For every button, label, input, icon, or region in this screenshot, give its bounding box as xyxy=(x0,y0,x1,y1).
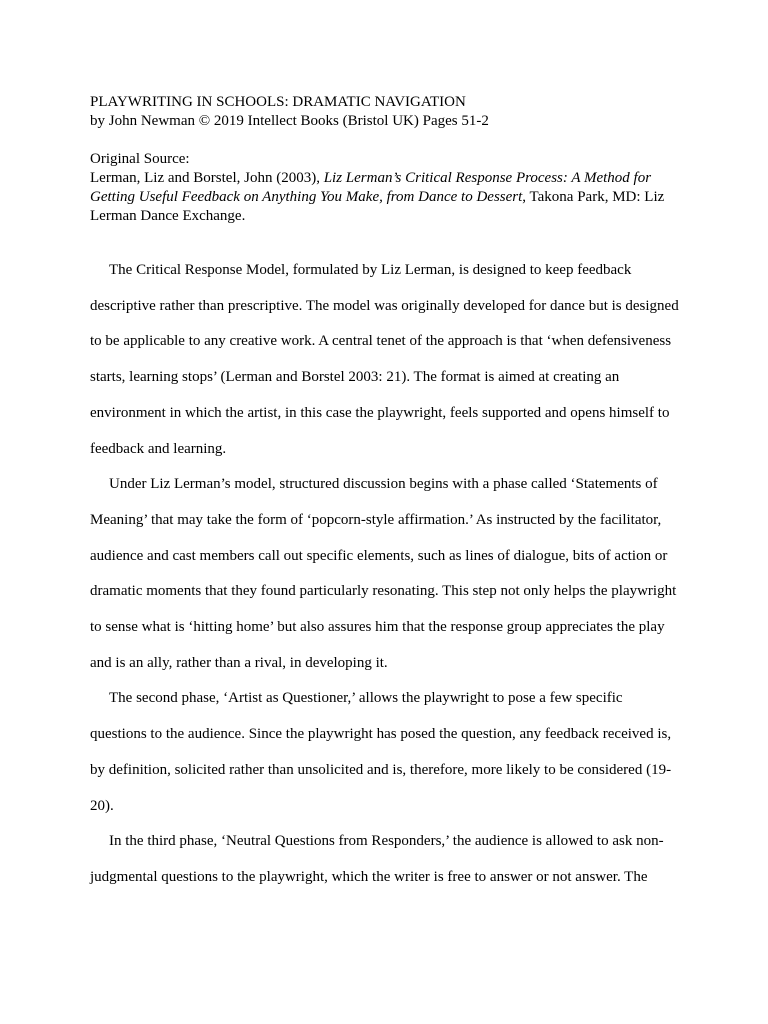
body-text xyxy=(90,253,680,896)
document-byline: by John Newman © 2019 Intellect Books (Bristol UK) Pages 51-2 xyxy=(90,113,489,129)
citation-publisher: , Takona Park, MD: Liz Lerman Dance Exchange. xyxy=(90,189,665,224)
body-paragraph: The Critical Response Model, formulated by Liz Lerman, is designed to keep feedback descriptive rather than prescriptive. The model was originally developed for dance but is designed to be applicable to any creative work. A central tenet of the approach is that ‘when defensiveness starts, learning stops’ (Lerman and Borstel 2003: 21). The format is aimed at creating an environment in which the artist, in this case the playwright, feels supported and opens himself to feedback and learning. xyxy=(90,262,679,457)
citation-title: Liz Lerman’s Critical Response Process: A Method for Getting Useful Feedback on Anything You Make, from Dance to Dessert xyxy=(90,170,652,205)
document-title: PLAYWRITING IN SCHOOLS: DRAMATIC NAVIGATION xyxy=(90,94,466,110)
citation-authors: Lerman, Liz and Borstel, John (2003), xyxy=(90,170,324,186)
source-label: Original Source: xyxy=(90,151,190,167)
body-paragraph: In the third phase, ‘Neutral Questions from Responders,’ the audience is allowed to ask non-judgmental questions to the playwright, which the writer is free to answer or not answer. The xyxy=(90,833,664,885)
source-citation xyxy=(90,169,680,226)
body-paragraph: Under Liz Lerman’s model, structured discussion begins with a phase called ‘Statements of Meaning’ that may take the form of ‘popcorn-style affirmation.’ As instructed by the facilitator, audience and cast members call out specific elements, such as lines of dialogue, bits of action or dramatic moments that they found particularly resonating. This step not only helps the playwright to sense what is ‘hitting home’ but also assures him that the response group appreciates the play and is an ally, rather than a rival, in developing it. xyxy=(90,476,677,671)
source-citation-block xyxy=(90,150,680,226)
body-paragraph: The second phase, ‘Artist as Questioner,’ allows the playwright to pose a few specific questions to the audience. Since the playwright has posed the question, any feedback received is, by definition, solicited rather than unsolicited and is, therefore, more likely to be considered (19-20). xyxy=(90,690,672,814)
document-header xyxy=(90,93,680,131)
document-content xyxy=(90,93,680,896)
